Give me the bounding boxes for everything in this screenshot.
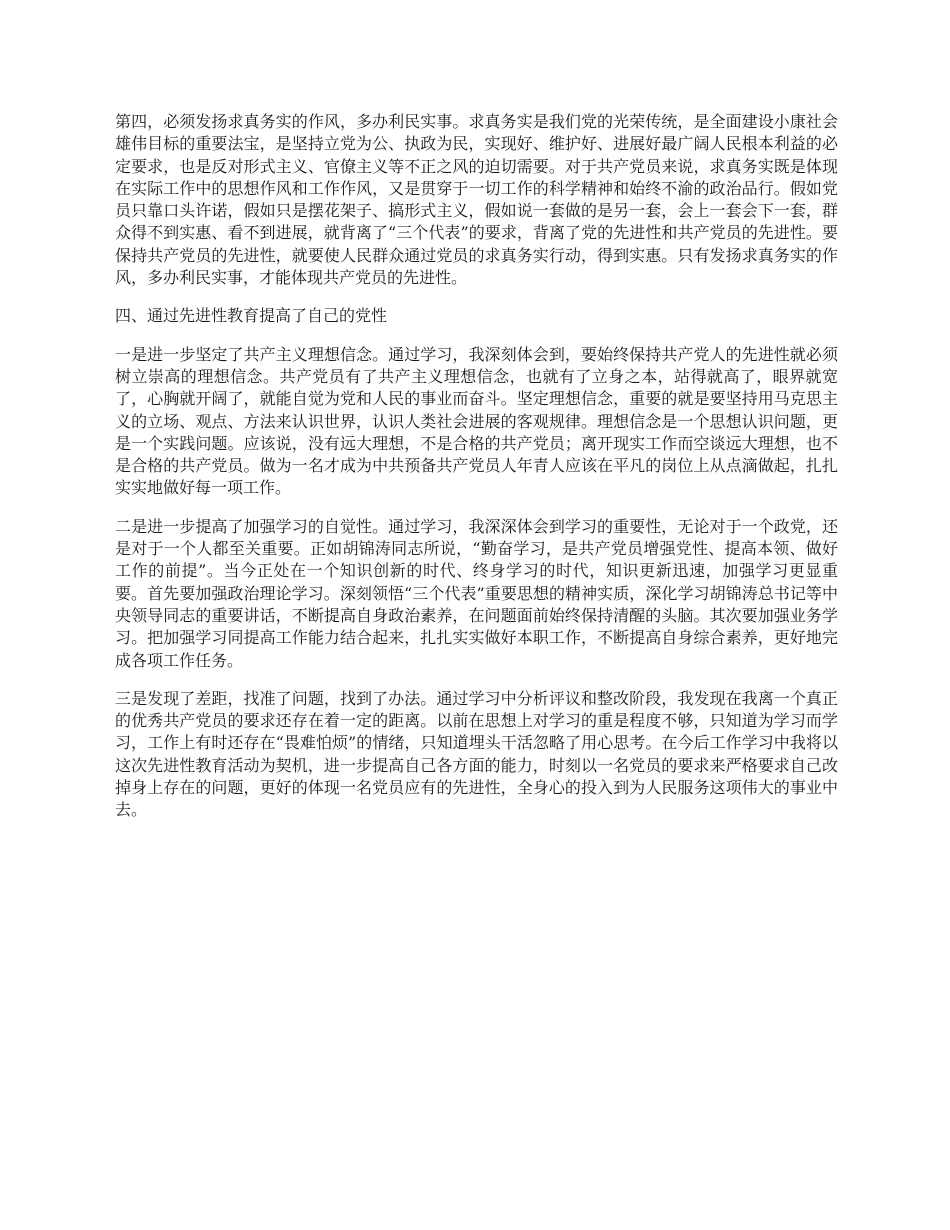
paragraph-fourth-point: 第四，必须发扬求真务实的作风，多办利民实事。求真务实是我们党的光荣传统，是全面建设小康社会雄伟目标的重要法宝，是坚持立党为公、执政为民，实现好、维护好、进展好最广阔人民根本利益的必定要求，也是反对形式主义、官僚主义等不正之风的迫切需要。对于共产党员来说，求真务实既是体现在实际工作中的思想作风和工作作风，又是贯穿于一切工作的科学精神和始终不渝的政治品行。假如党员只靠口头许诺，假如只是摆花架子、搞形式主义，假如说一套做的是另一套，会上一套会下一套，群众得不到实惠、看不到进展，就背离了“三个代表”的要求，背离了党的先进性和共产党员的先进性。要保持共产党员的先进性，就要使人民群众通过党员的求真务实行动，得到实惠。只有发扬求真务实的作风，多办利民实事，才能体现共产党员的先进性。	[115, 112, 838, 288]
paragraph-point-three: 三是发现了差距，找准了问题，找到了办法。通过学习中分析评议和整改阶段，我发现在我离一个真正的优秀共产党员的要求还存在着一定的距离。以前在思想上对学习的重是程度不够，只知道为学习而学习，工作上有时还存在“畏难怕烦”的情绪，只知道埋头干活忽略了用心思考。在今后工作学习中我将以这次先进性教育活动为契机，进一步提高自己各方面的能力，时刻以一名党员的要求来严格要求自己改掉身上存在的问题，更好的体现一名党员应有的先进性，全身心的投入到为人民服务这项伟大的事业中去。	[115, 688, 838, 820]
paragraph-point-one: 一是进一步坚定了共产主义理想信念。通过学习，我深刻体会到，要始终保持共产党人的先进性就必须树立崇高的理想信念。共产党员有了共产主义理想信念，也就有了立身之本，站得就高了，眼界就宽了，心胸就开阔了，就能自觉为党和人民的事业而奋斗。坚定理想信念，重要的就是要坚持用马克思主义的立场、观点、方法来认识世界，认识人类社会进展的客观规律。理想信念是一个思想认识问题，更是一个实践问题。应该说，没有远大理想，不是合格的共产党员；离开现实工作而空谈远大理想，也不是合格的共产党员。做为一名才成为中共预备共产党员人年青人应该在平凡的岗位上从点滴做起，扎扎实实地做好每一项工作。	[115, 344, 838, 498]
document-body	[115, 111, 838, 838]
paragraph-point-two: 二是进一步提高了加强学习的自觉性。通过学习，我深深体会到学习的重要性，无论对于一个政党，还是对于一个人都至关重要。正如胡锦涛同志所说，“勤奋学习，是共产党员增强党性、提高本领、做好工作的前提”。当今正处在一个知识创新的时代、终身学习的时代，知识更新迅速，加强学习更显重要。首先要加强政治理论学习。深刻领悟“三个代表”重要思想的精神实质，深化学习胡锦涛总书记等中央领导同志的重要讲话，不断提高自身政治素养，在问题面前始终保持清醒的头脑。其次要加强业务学习。把加强学习同提高工作能力结合起来，扎扎实实做好本职工作，不断提高自身综合素养，更好地完成各项工作任务。	[115, 516, 838, 670]
section-heading-four: 四、通过先进性教育提高了自己的党性	[115, 306, 388, 326]
